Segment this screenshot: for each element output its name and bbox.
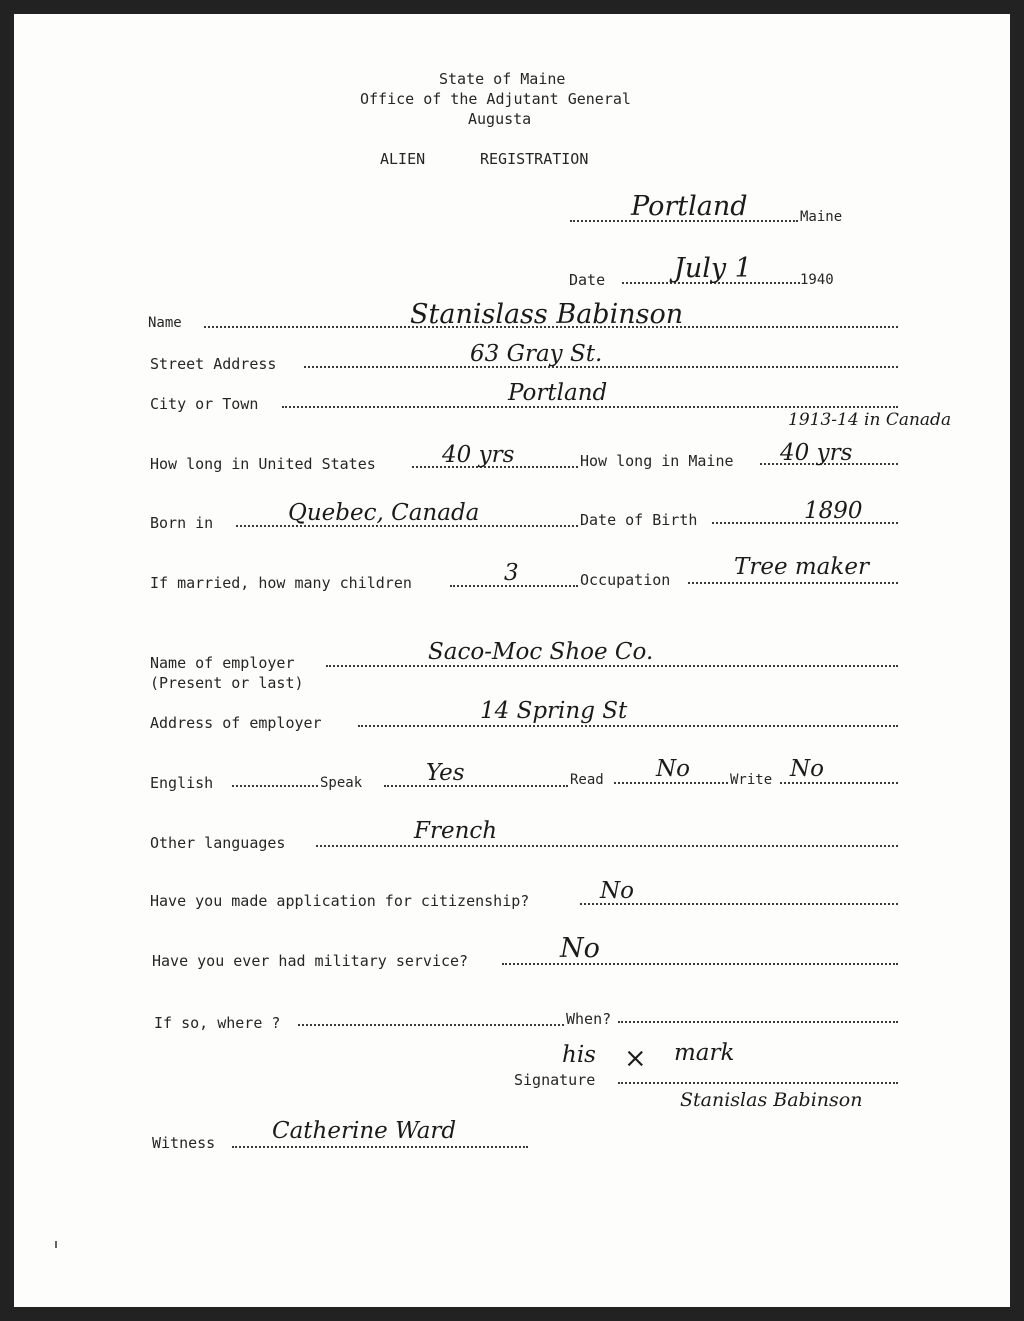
employer-label: Name of employer: [150, 654, 295, 672]
employer-address-dots: [358, 723, 898, 727]
signature-mark-word: mark: [674, 1040, 735, 1066]
witness-label: Witness: [152, 1134, 216, 1152]
street-value: 63 Gray St.: [470, 341, 603, 367]
write-value: No: [790, 756, 824, 782]
name-value: Stanislass Babinson: [410, 299, 684, 330]
title-registration: REGISTRATION: [480, 150, 589, 168]
header-city: Augusta: [468, 110, 532, 128]
english-dots-1: [232, 783, 318, 787]
street-label: Street Address: [150, 355, 277, 373]
military-value: No: [560, 933, 600, 964]
occupation-label: Occupation: [580, 571, 671, 589]
speak-label: Speak: [320, 775, 363, 791]
read-value: No: [656, 756, 690, 782]
when-label: When?: [566, 1010, 612, 1028]
city-value: Portland: [508, 380, 608, 406]
witness-value: Catherine Ward: [272, 1118, 457, 1144]
signature-his: his: [562, 1042, 596, 1068]
read-label: Read: [570, 772, 604, 788]
us-years-label: How long in United States: [150, 455, 376, 473]
other-languages-value: French: [414, 818, 498, 844]
maine-years-label: How long in Maine: [580, 452, 734, 470]
occupation-dots: [688, 580, 898, 584]
witness-dots: [232, 1144, 528, 1148]
english-label: English: [150, 774, 214, 792]
name-label: Name: [148, 315, 182, 331]
signature-name: Stanislas Babinson: [680, 1089, 863, 1111]
date-year: 1940: [800, 272, 834, 288]
header-office: Office of the Adjutant General: [360, 90, 631, 108]
occupation-value: Tree maker: [734, 554, 869, 580]
maine-years-value: 40 yrs: [780, 440, 853, 466]
military-label: Have you ever had military service?: [152, 952, 469, 970]
dob-label: Date of Birth: [580, 511, 698, 529]
employer-address-label: Address of employer: [150, 714, 322, 732]
us-years-value: 40 yrs: [442, 442, 515, 468]
date-label: Date: [569, 271, 606, 289]
employer-sublabel: (Present or last): [150, 674, 304, 692]
other-languages-label: Other languages: [150, 834, 286, 852]
when-dots: [618, 1019, 898, 1023]
stray-mark: [55, 1241, 57, 1248]
city-label: City or Town: [150, 395, 259, 413]
location-city-value: Portland: [631, 191, 748, 222]
canada-note: 1913-14 in Canada: [788, 410, 952, 430]
citizenship-value: No: [600, 878, 634, 904]
born-value: Quebec, Canada: [288, 500, 480, 526]
date-value: July 1: [674, 253, 752, 284]
where-dots: [298, 1022, 564, 1026]
signature-dots: [618, 1080, 898, 1084]
header-state: State of Maine: [439, 70, 566, 88]
dob-value: 1890: [804, 498, 863, 524]
location-state-label: Maine: [800, 209, 843, 225]
speak-value: Yes: [426, 760, 465, 786]
employer-address-value: 14 Spring St: [480, 698, 628, 724]
citizenship-label: Have you made application for citizenship?: [150, 892, 530, 910]
where-label: If so, where ?: [154, 1014, 281, 1032]
registration-form: [14, 14, 1010, 1307]
employer-value: Saco-Moc Shoe Co.: [428, 639, 654, 665]
children-value: 3: [504, 560, 519, 586]
born-label: Born in: [150, 514, 214, 532]
title-alien: ALIEN: [380, 150, 426, 168]
other-languages-dots: [316, 843, 898, 847]
children-label: If married, how many children: [150, 574, 412, 592]
signature-label: Signature: [514, 1071, 596, 1089]
write-label: Write: [730, 772, 773, 788]
signature-mark-symbol: ×: [624, 1043, 647, 1074]
speak-dots: [384, 783, 568, 787]
